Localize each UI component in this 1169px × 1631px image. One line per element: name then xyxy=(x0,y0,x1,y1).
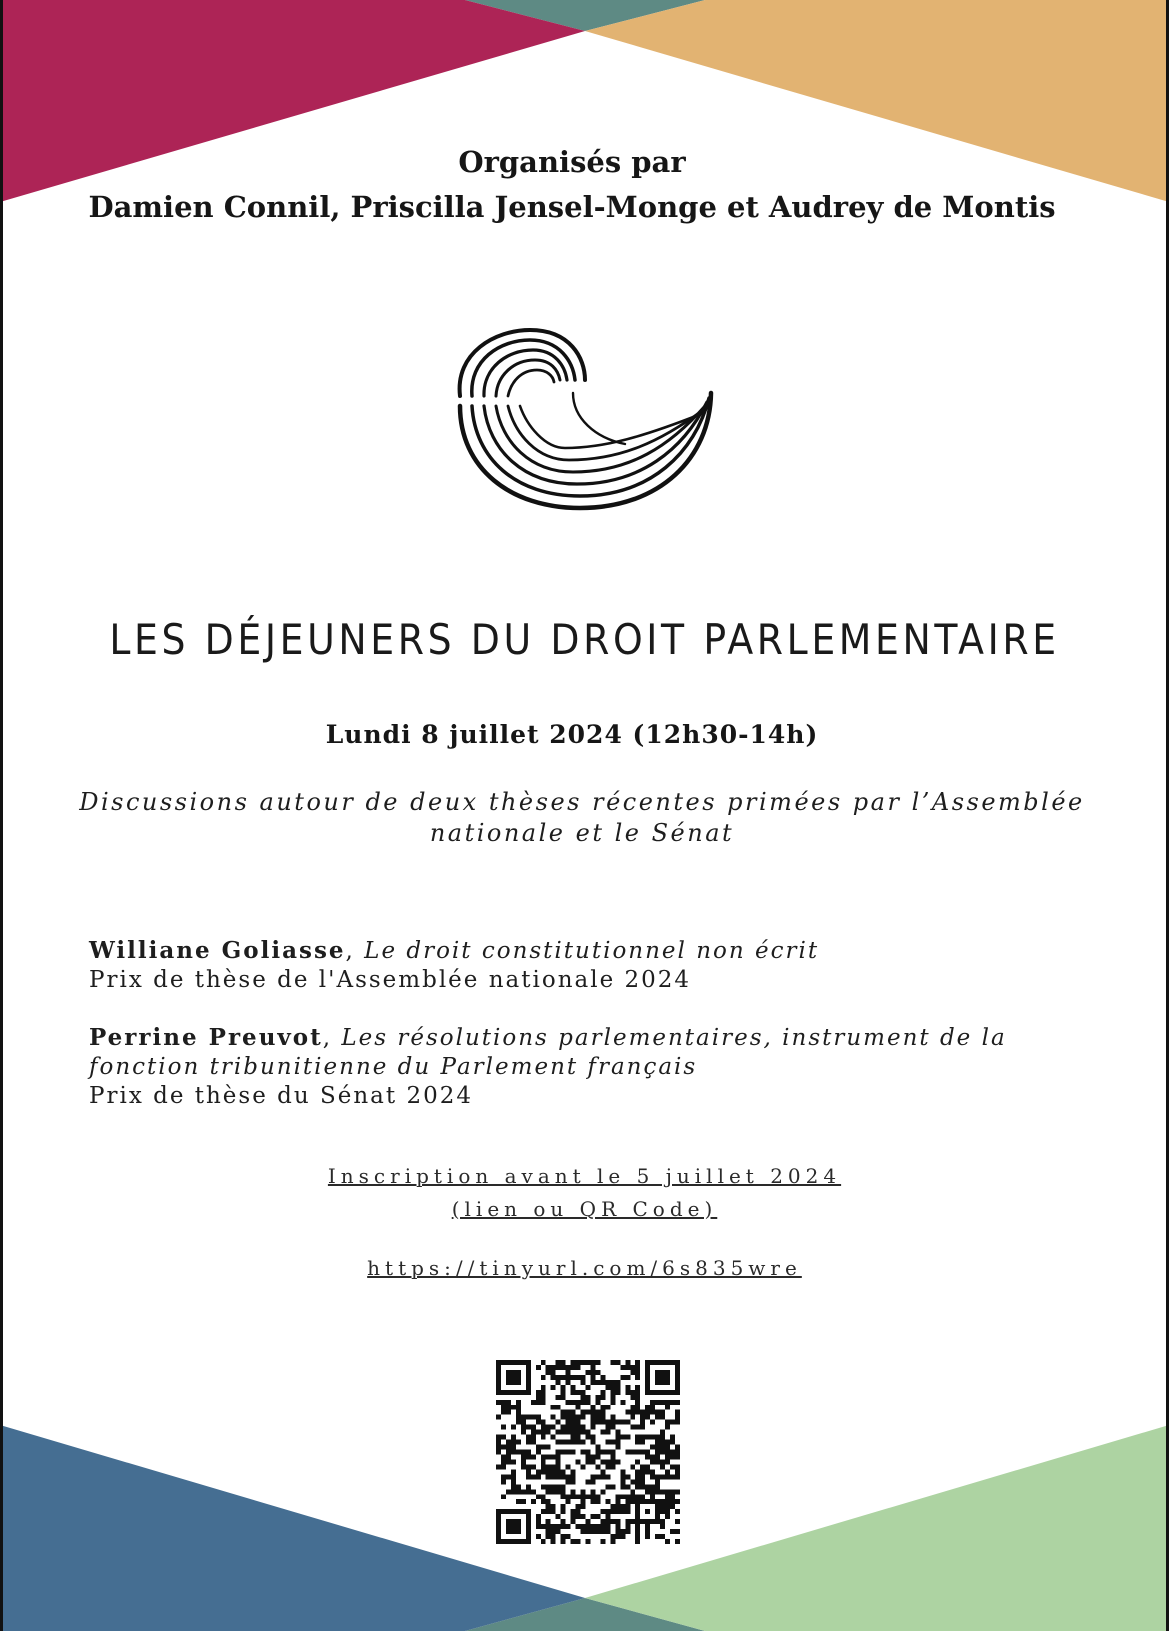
wave-spiral-logo-icon xyxy=(455,318,730,518)
speaker-thesis-title-continued: fonction tribunitienne du Parlement français xyxy=(89,1054,698,1080)
organizers-heading: Organisés par xyxy=(458,145,686,179)
event-title: LES DÉJEUNERS DU DROIT PARLEMENTAIRE xyxy=(109,615,1060,664)
description-line-1: Discussions autour de deux thèses récentes primées par l’Assemblée xyxy=(79,788,1085,816)
speaker-entry xyxy=(89,936,1089,995)
event-description xyxy=(70,787,1094,849)
organizers-names: Damien Connil, Priscilla Jensel-Monge et Audrey de Montis xyxy=(88,190,1056,224)
speaker-name: Perrine Preuvot xyxy=(89,1024,323,1051)
speaker-line xyxy=(89,1023,1089,1053)
speaker-line xyxy=(89,936,1089,966)
speaker-entry xyxy=(89,1023,1089,1111)
speaker-thesis-title: Les résolutions parlementaires, instrument de la xyxy=(341,1025,1007,1051)
registration-notice xyxy=(0,1160,1169,1226)
organizers-block xyxy=(0,140,1144,230)
registration-hint: (lien ou QR Code) xyxy=(451,1197,718,1221)
left-border xyxy=(0,0,3,1631)
speaker-name: Williane Goliasse xyxy=(89,937,346,964)
speaker-prize: Prix de thèse de l'Assemblée nationale 2024 xyxy=(89,967,692,993)
speaker-prize: Prix de thèse du Sénat 2024 xyxy=(89,1083,473,1109)
qr-code-icon[interactable] xyxy=(496,1360,680,1544)
registration-link[interactable]: https://tinyurl.com/6s835wre xyxy=(367,1256,802,1280)
speaker-separator: , xyxy=(322,1025,342,1051)
event-date: Lundi 8 juillet 2024 (12h30-14h) xyxy=(325,720,819,749)
speaker-separator: , xyxy=(345,938,365,964)
registration-url-block xyxy=(0,1256,1169,1280)
description-line-2: nationale et le Sénat xyxy=(429,819,735,847)
registration-deadline: Inscription avant le 5 juillet 2024 xyxy=(327,1164,842,1188)
speaker-thesis-title: Le droit constitutionnel non écrit xyxy=(364,938,820,964)
